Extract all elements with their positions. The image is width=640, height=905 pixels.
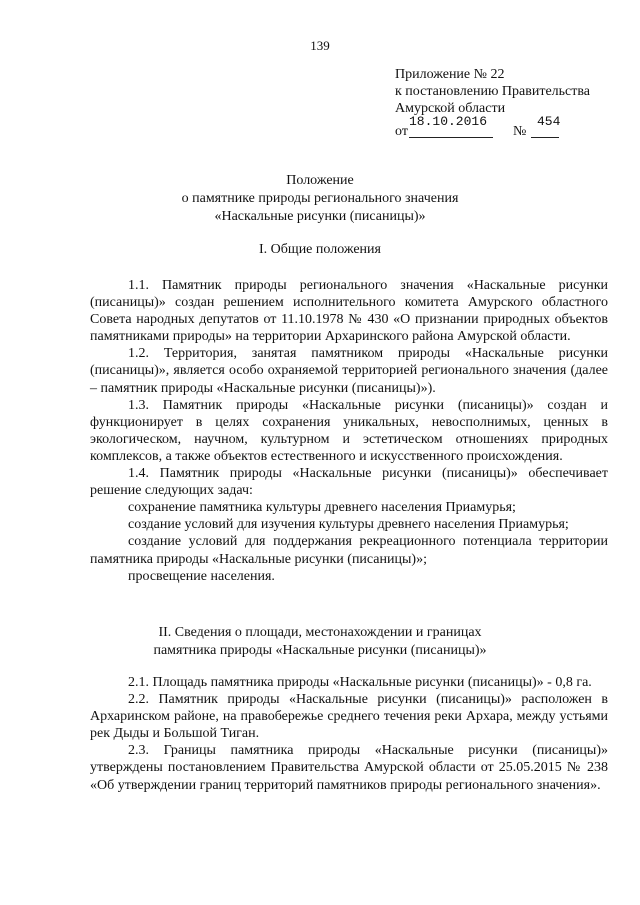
annex-line-1: Приложение № 22 [395,67,505,82]
paragraph-2-2: 2.2. Памятник природы «Наскальные рисунки (писаницы)» расположен в Архаринском районе, на правобережье среднего течения реки Архара, между устьями рек Дыды и Большой Тиган. [90,692,608,742]
annex-ot: от [395,124,408,139]
annex-number: 454 [537,114,561,129]
task-item-4: просвещение населения. [128,568,275,584]
paragraph-1-2: 1.2. Территория, занятая памятником природы «Наскальные рисунки (писаницы)», является особо охраняемой территорией регионального значения (далее – памятник природы «Наскальные рисунки (писаницы)»). [90,346,608,396]
title-line-3: «Наскальные рисунки (писаницы)» [214,209,426,224]
annex-no-sign: № [513,124,527,139]
title-line-2: о памятнике природы регионального значения [181,191,459,206]
task-item-2: создание условий для изучения культуры древнего населения Приамурья; [128,517,569,533]
title-line-1: Положение [286,173,354,188]
section-2-heading-line-2: памятника природы «Наскальные рисунки (писаницы)» [153,643,487,658]
section-1-heading: I. Общие положения [259,242,381,257]
document-title [0,172,640,226]
annex-date-row [395,114,625,141]
annex-line-3: Амурской области [395,101,506,116]
paragraph-1-1: 1.1. Памятник природы регионального значения «Наскальные рисунки (писаницы)» создан решением исполнительного комитета Амурского областного Совета народных депутатов от 11.10.1978 № 430 «О признании природных объектов памятниками природы» на территории Архаринского района Амурской области. [90,278,608,345]
section-2-body [90,674,608,794]
page-number: 139 [310,38,330,53]
paragraph-2-3: 2.3. Границы памятника природы «Наскальные рисунки (писаницы)» утверждены постановлением Правительства Амурской области от 25.05.2015 № 238 «Об утверждении границ территорий памятников природы регионального значения». [90,743,608,793]
paragraph-1-3: 1.3. Памятник природы «Наскальные рисунки (писаницы)» создан и функционирует в целях сохранения уникальных, невосполнимых, ценных в экологическом, научном, культурном и эстетическом отношениях природных комплексов, а также объектов естественного и искусственного происхождения. [90,397,608,464]
section-2-heading-line-1: II. Сведения о площади, местонахождении и границах [158,625,482,640]
annex-date: 18.10.2016 [409,114,488,129]
section-2-heading [0,624,640,660]
annex-block [395,66,625,141]
task-item-1: сохранение памятника культуры древнего населения Приамурья; [128,500,516,516]
date-underline [409,137,493,138]
number-underline [531,137,559,138]
paragraph-2-1: 2.1. Площадь памятника природы «Наскальные рисунки (писаницы)» - 0,8 га. [128,675,592,690]
task-item-3: создание условий для поддержания рекреационного потенциала территории памятника природы «Наскальные рисунки (писаницы)»; [90,534,608,567]
paragraph-1-4: 1.4. Памятник природы «Наскальные рисунки (писаницы)» обеспечивает решение следующих задач: [90,466,608,499]
annex-line-2: к постановлению Правительства [395,84,591,99]
section-1-body [90,277,608,585]
